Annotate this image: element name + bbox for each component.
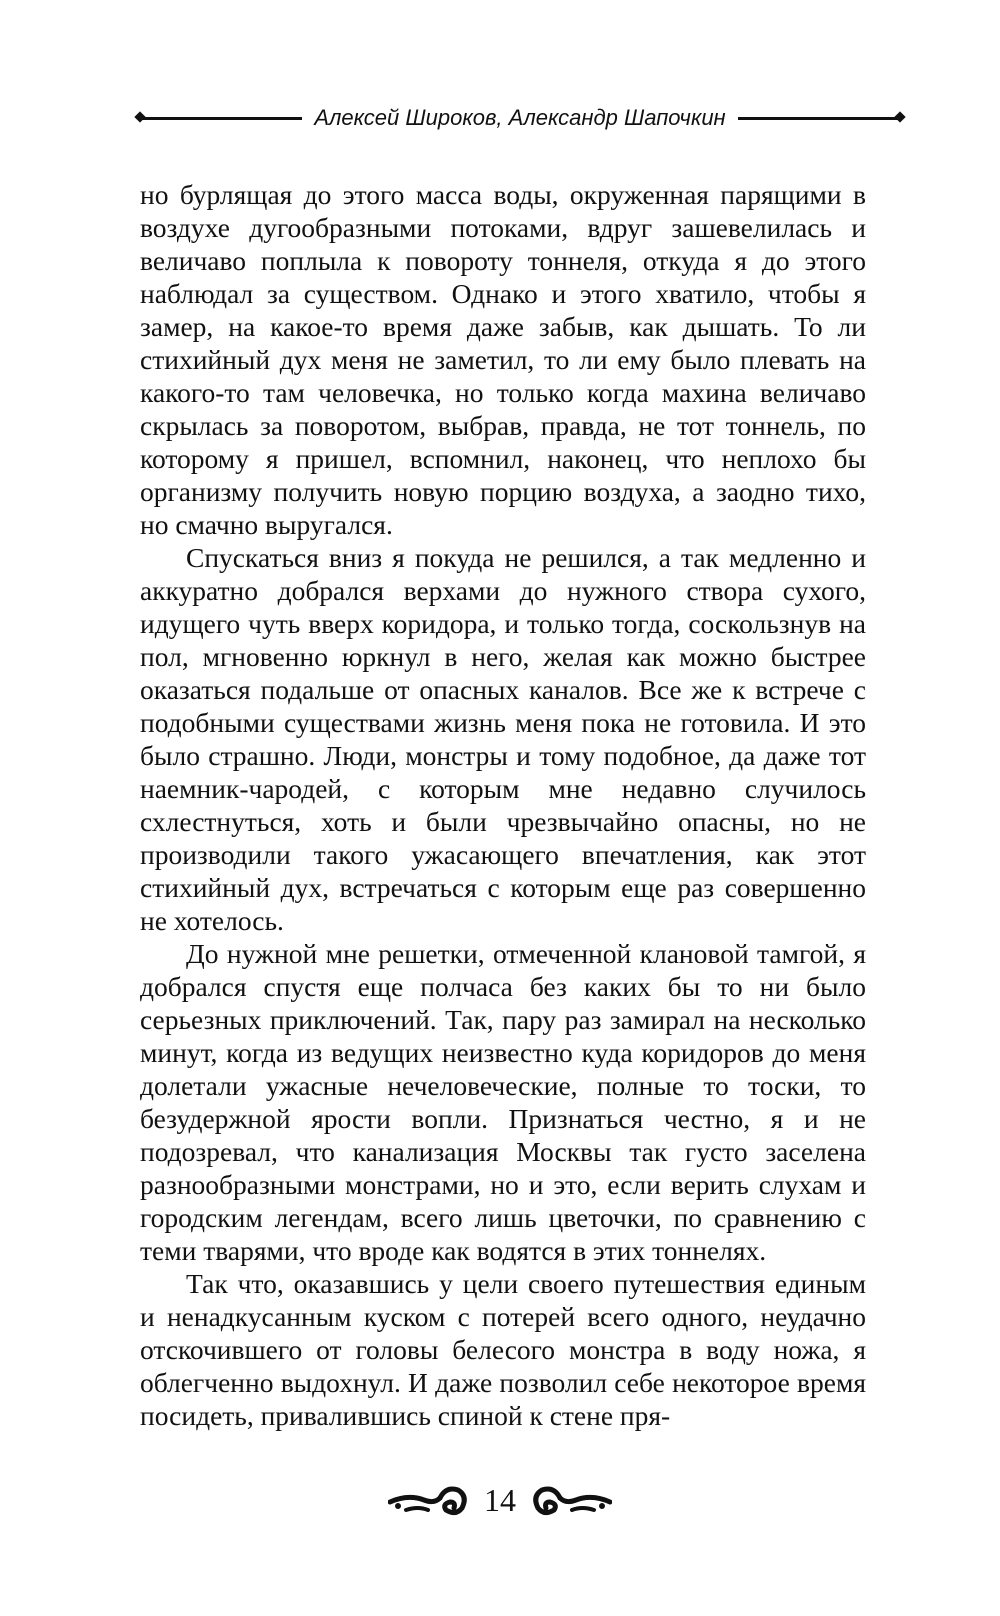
paragraph-3: До нужной мне решетки, отмеченной клановой тамгой, я добрался спустя еще полчаса без каких бы то ни было серьезных приключений. Так, пару раз замирал на несколько минут, когда из ведущих неизвестно куда коридоров до меня долетали ужасные нечеловеческие, полные то тоски, то безудержной ярости вопли. Признаться честно, я и не подозревал, что канализация Москвы так густо заселена разнообразными монстрами, но и это, если верить слухам и городским легендам, всего лишь цветочки, по сравнению с теми тварями, что вроде как водятся в этих тоннелях. <box>140 938 866 1266</box>
swirl-ornament-left-icon <box>388 1480 468 1520</box>
page-footer <box>0 1470 1000 1530</box>
running-head <box>140 100 900 136</box>
paragraph-2: Спускаться вниз я покуда не решился, а так медленно и аккуратно добрался верхами до нужного створа сухого, идущего чуть вверх коридора, и только тогда, соскользнув на пол, мгновенно юркнул в него, желая как можно быстрее оказаться подальше от опасных каналов. Все же к встрече с подобными существами жизнь меня пока не готовила. И это было страшно. Люди, монстры и тому подобное, да даже тот наемник-чародей, с которым мне недавно случилось схлестнуться, хоть и были чрезвычайно опасны, но не производили такого ужасающего впечатления, как этот стихийный дух, встречаться с которым еще раз совершенно не хотелось. <box>140 542 866 936</box>
page-number: 14 <box>484 1481 516 1518</box>
paragraph-1: но бурлящая до этого масса воды, окруженная парящими в воздухе дугообразными потоками, вдруг зашевелилась и величаво поплыла к повороту тоннеля, откуда я до этого наблюдал за существом. Однако и этого хватило, чтобы я замер, на какое-то время даже забыв, как дышать. То ли стихийный дух меня не заметил, то ли ему было плевать на какого-то там человечка, но только когда махина величаво скрылась за поворотом, выбрав, правда, не тот тоннель, по которому я пришел, вспомнил, наконец, что неплохо бы организму получить новую порцию воздуха, а заодно тихо, но смачно выругался. <box>140 179 866 540</box>
paragraph-4: Так что, оказавшись у цели своего путешествия единым и ненадкусанным куском с потерей всего одного, неудачно отскочившего от головы белесого монстра в воду ножа, я облегченно выдохнул. И даже позволил себе некоторое время посидеть, привалившись спиной к стене пря- <box>140 1268 866 1431</box>
body-text <box>140 178 866 1432</box>
running-title: Алексей Широков, Александр Шапочкин <box>314 105 726 130</box>
swirl-ornament-right-icon <box>532 1480 612 1520</box>
header-rule-right <box>738 117 900 120</box>
header-rule-left <box>140 117 302 120</box>
